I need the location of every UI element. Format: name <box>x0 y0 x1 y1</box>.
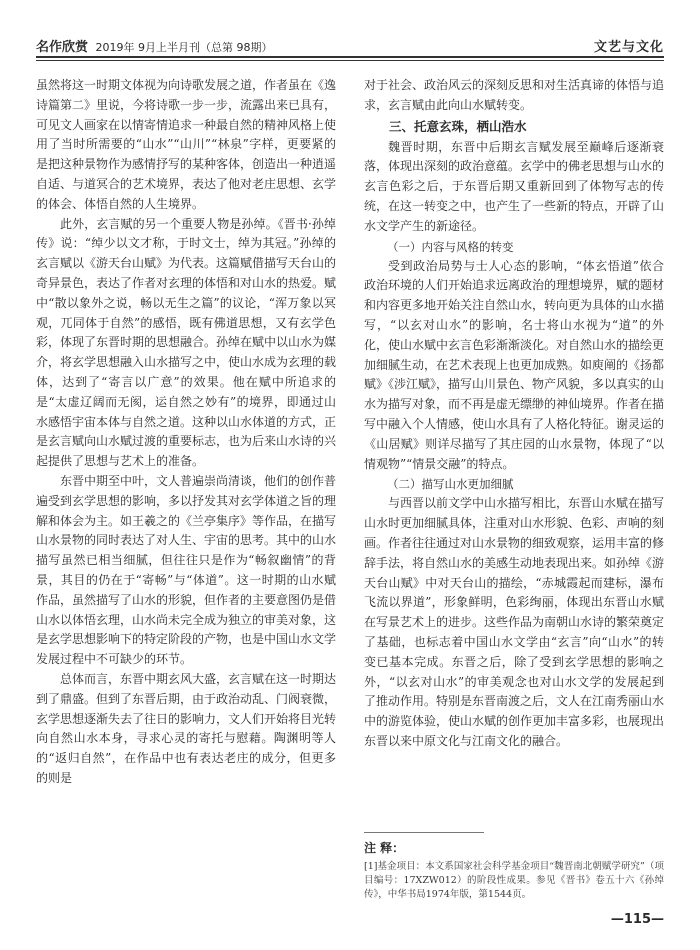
issue-info: 2019年 9月上半月刊（总第 98期） <box>95 41 273 54</box>
right-column <box>364 76 664 816</box>
paragraph: 受到政治局势与士人心态的影响，“体玄悟道”依合政治环境的人们开始追求远离政治的理想境界，赋的题材和内容更多地开始关注自然山水，转向更为具体的山水描写，“以玄对山水”的影响，名士将山水视为“道”的外化，使山水赋中玄言色彩渐渐淡化。对自然山水的描绘更加细腻生动，在艺术表现上也更加成熟。如庾阐的《扬都赋》《涉江赋》，描写山川景色、物产风貌，多以真实的山水为描写对象，而不再是虚无缥缈的神仙境界。作者在描写中融入个人情感，使山水具有了人格化特征。谢灵运的《山居赋》则详尽描写了其庄园的山水景物，体现了“以情观物”“情景交融”的特点。 <box>364 258 664 471</box>
page-header <box>36 28 664 64</box>
article-body <box>36 76 664 816</box>
left-column <box>36 76 336 816</box>
notes-section <box>364 832 664 902</box>
paragraph: 与西晋以前文学中山水描写相比，东晋山水赋在描写山水时更加细腻具体，注重对山水形貌、色彩、声响的刻画。作者往往通过对山水景物的细致观察，运用丰富的修辞手法，将自然山水的美感生动地表现出来。如孙绰《游天台山赋》中对天台山的描绘，“赤城霞起而建标，瀑布飞流以界道”，形象鲜明，色彩绚丽，体现出东晋山水赋在写景艺术上的进步。这些作品为南朝山水诗的繁荣奠定了基础，也标志着中国山水文学由“玄言”向“山水”的转变已基本完成。东晋之后，除了受到玄学思想的影响之外，“以玄对山水”的审美观念也对山水文学的发展起到了推动作用。特别是东晋南渡之后，文人在江南秀丽山水中的游览体验，使山水赋的创作更加丰富多彩，也展现出东晋以来中原文化与江南文化的融合。 <box>364 496 664 748</box>
section-title: 文艺与文化 <box>593 40 664 55</box>
header-rule-thin <box>36 60 664 61</box>
paragraph: 东晋中期至中叶，文人普遍崇尚清谈，他们的创作普遍受到玄学思想的影响，多以抒发其对玄学体道之旨的理解和体会为主。如王羲之的《兰亭集序》等作品，在描写山水景物的同时表达了对人生、宇宙的思考。其中的山水描写虽然已相当细腻，但往往只是作为“畅叙幽情”的背景，其目的仍在于“寄畅”与“体道”。这一时期的山水赋作品，虽然描写了山水的形貌，但作者的主要意图仍是借山水以体悟玄理，山水尚未完全成为独立的审美对象，这是玄学思想影响下的特定阶段的产物，也是中国山水文学发展过程中不可缺少的环节。 <box>36 473 336 667</box>
paragraph: 魏晋时期，东晋中后期玄言赋发展至巅峰后逐渐衰落，体现出深刻的政治意蕴。玄学中的佛老思想与山水的玄言色彩之后，于东晋后期又重新回到了体物写志的传统，在这一转变之中，也产生了一些新的特点，开辟了山水文学产生的新途径。 <box>364 139 664 233</box>
paragraph: 虽然将这一时期文体视为向诗歌发展之道，作者虽在《逸诗篇第二》里说，今将诗歌一步一步，流露出来已具有，可见文人画家在以情寄情追求一种最自然的精神风格上使用了当时所需要的“山水”“山川”“林泉”字样，更要紧的是把这种景物作为感情抒写的某种客体，创造出一种逍遥自适、与道冥合的艺术境界，表达了他对老庄思想、玄学的体会、体悟自然的人生境界。 <box>36 78 336 211</box>
header-left <box>36 36 273 55</box>
header-rule-thick <box>36 56 664 58</box>
paragraph: 对于社会、政治风云的深刻反思和对生活真谛的体悟与追求，玄言赋由此向山水赋转变。 <box>364 78 664 112</box>
paragraph: 总体而言，东晋中期玄风大盛，玄言赋在这一时期达到了鼎盛。但到了东晋后期，由于政治动乱、门阀衰微，玄学思想逐渐失去了往日的影响力，文人们开始将目光转向自然山水本身，寻求心灵的寄托与慰藉。陶渊明等人的“返归自然”，在作品中也有表达老庄的成分，但更多的则是 <box>36 671 336 785</box>
notes-title: 注 释： <box>364 832 484 856</box>
subsection-heading: （二）描写山水更加细腻 <box>387 477 514 492</box>
page-number: —115— <box>610 912 664 927</box>
paragraph: 此外，玄言赋的另一个重要人物是孙绰。《晋书·孙绰传》说：“绰少以文才称，于时文士，绰为其冠。”孙绰的玄言赋以《游天台山赋》为代表。这篇赋借描写天台山的奇异景色，表达了作者对玄理的体悟和对山水的热爱。赋中“散以象外之说，畅以无生之篇”的议论，“浑万象以冥观，兀同体于自然”的感悟，既有佛道思想，又有玄学色彩，体现了东晋时期的思想融合。孙绰在赋中以山水为媒介，将玄学思想融入山水描写之中，使山水成为玄理的载体，达到了“寄言以广意”的效果。他在赋中所追求的是“太虚辽阔而无阂，运自然之妙有”的境界，即通过山水感悟宇宙本体与自然之道。这种以山水体道的方式，正是玄言赋向山水赋过渡的重要标志，也为后来山水诗的兴起提供了思想与艺术上的准备。 <box>36 216 336 469</box>
note-text: [1]基金项目：本文系国家社会科学基金项目“魏晋南北朝赋学研究”（项目编号：17XZW012）的阶段性成果。参见《晋书》卷五十六《孙绰传》，中华书局1974年版，第1544页。 <box>364 861 664 900</box>
section-heading: 三、托意玄珠，栖山浩水 <box>389 118 527 134</box>
journal-name: 名作欣赏 <box>36 40 89 55</box>
subsection-heading: （一）内容与风格的转变 <box>387 239 514 254</box>
